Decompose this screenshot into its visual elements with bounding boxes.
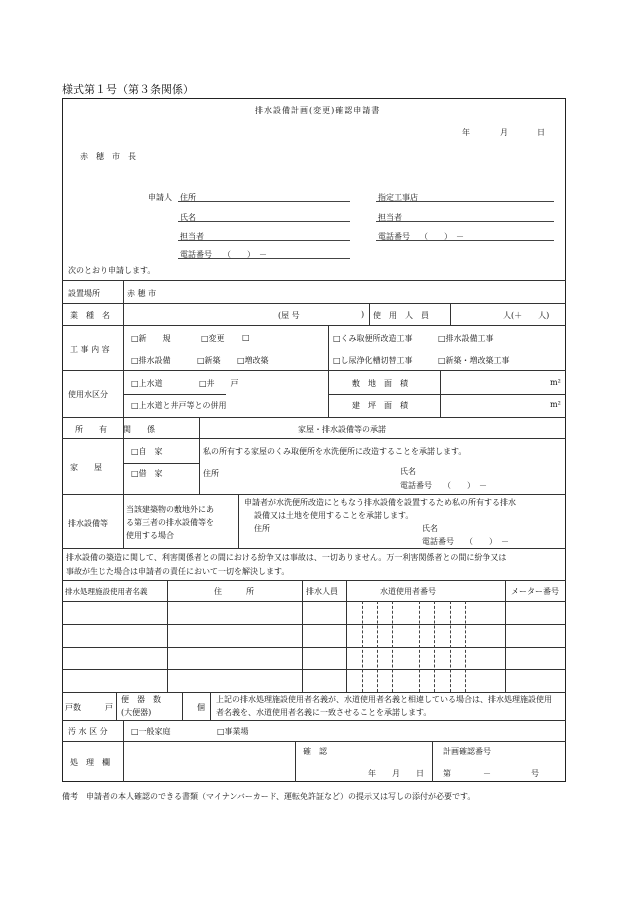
work-option-other[interactable]: □ [242,333,250,342]
work-option-toilet-conversion[interactable]: □くみ取便所改造工事 [333,334,413,343]
applicant-contact-label: 担当者 [180,232,204,241]
work-option-drainage-work[interactable]: □排水設備工事 [438,334,494,343]
location-label: 設置場所 [68,289,100,298]
col-meter-number: メーター番号 [511,587,559,596]
confirm-date: 年 月 日 [368,769,424,778]
contractor-field[interactable] [376,201,554,202]
work-option-extension[interactable]: □増改築 [237,356,269,365]
house-owner-phone-format: （ ） － [443,481,487,490]
house-address-label: 住所 [203,469,219,478]
work-option-change[interactable]: □変更 [201,334,225,343]
sewage-option-household[interactable]: □一般家庭 [131,727,171,736]
contractor-contact-field[interactable] [376,221,554,222]
fixtures-sub-label: (大便器) [121,708,152,717]
applicant-phone-format: （ ） － [223,250,267,259]
water-option-well[interactable]: □井 戸 [199,379,239,388]
col-address: 住 所 [214,587,254,596]
contractor-contact-label: 担当者 [378,213,402,222]
col-user-name: 排水処理施設使用者名義 [65,587,148,596]
applicant-address-label: 住所 [180,193,196,202]
drainage-condition-line2: る第三者の排水設備等を [126,518,214,527]
col-users-count: 排水人員 [306,587,338,596]
applicant-contact-field[interactable] [178,240,350,241]
house-label: 家 屋 [70,463,102,472]
disclaimer-line1: 排水設備の築造に関して、利害関係者との間における紛争又は事故は、一切ありません。万一利害関係者との間に紛争又は [66,553,507,562]
shop-name-close: ) [361,310,365,319]
sewage-option-business[interactable]: □事業場 [217,727,249,736]
users-label: 使 用 人 員 [373,311,429,320]
form-number: 様式第１号（第３条関係） [62,83,194,96]
plan-number-label: 計画確認番号 [443,747,491,756]
applicant-heading: 申請人 [148,193,172,202]
users-unit: 人(＋ 人) [503,311,550,320]
floor-area-label: 建 坪 面 積 [352,401,408,410]
name-consent-line2: 者名義を、水道使用者名義に一致させることを承諾します。 [216,708,432,717]
water-label: 使用水区分 [68,390,108,399]
drainage-consent-line2: 設備又は土地を使用することを承諾します。 [254,511,414,520]
applicant-name-label: 氏名 [180,213,196,222]
disclaimer-line2: 事故が生じた場合は申請者の責任において一切を解決します。 [66,567,290,576]
households-label: 戸数 戸 [65,703,113,712]
work-option-drainage[interactable]: □排水設備 [131,356,171,365]
plan-number-format: 第 － 号 [443,769,539,778]
contractor-phone-field[interactable] [376,240,554,241]
house-owner-phone-label: 電話番号 [400,481,432,490]
applicant-phone-field[interactable] [178,258,350,259]
applicant-address-field[interactable] [178,201,350,202]
site-area-unit: m² [550,378,561,387]
confirm-label: 確 認 [303,747,327,756]
intro-text: 次のとおり申請します。 [68,266,156,275]
drainage-owner-name-label: 氏名 [422,524,438,533]
col-water-number: 水道使用者番号 [380,587,436,596]
work-label: 工 事 内 容 [70,345,110,354]
house-rent-option[interactable]: □借 家 [131,469,163,478]
form-title: 排水設備計画(変更)確認申請書 [255,106,381,115]
drainage-label: 排水設備等 [68,519,108,528]
work-option-new-extension[interactable]: □新築・増改築工事 [438,356,510,365]
contractor-phone-format: （ ） － [420,232,464,241]
fixtures-label: 便 器 数 [121,695,161,704]
house-own-option[interactable]: □自 家 [131,447,163,456]
footer-note: 備考 申請者の本人確認のできる書類（マイナンバーカード、運転免許証など）の提示又は写しの添付が必要です。 [62,792,476,801]
date-year: 年 [462,128,470,137]
house-consent-statement: 私の所有する家屋のくみ取便所を水洗便所に改造することを承諾します。 [203,447,467,456]
work-option-septic-switch[interactable]: □し尿浄化槽切替工事 [333,356,413,365]
floor-area-unit: m² [550,400,561,409]
date-month: 月 [500,128,508,137]
contractor-label: 指定工事店 [378,193,418,202]
drainage-consent-line1: 申請者が水洗便所改造にともなう排水設備を設置するため私の所有する排水 [244,498,516,507]
work-option-new[interactable]: □新 規 [131,334,171,343]
water-option-public[interactable]: □上水道 [131,379,163,388]
location-value: 赤 穂 市 [127,289,157,298]
sewage-label: 汚 水 区 分 [68,727,108,736]
business-label: 業 種 名 [70,311,110,320]
house-owner-name-label: 氏名 [400,467,416,476]
drainage-condition-line3: 使用する場合 [126,531,174,540]
date-day: 日 [537,128,545,137]
table-row[interactable] [63,648,565,668]
site-area-label: 敷 地 面 積 [352,379,408,388]
table-row[interactable] [63,670,565,691]
table-row[interactable] [63,602,565,623]
water-option-combined[interactable]: □上水道と井戸等との併用 [131,401,227,410]
applicant-name-field[interactable] [178,221,350,222]
drainage-owner-address-label: 住所 [254,524,270,533]
drainage-owner-phone-format: （ ） － [465,537,509,546]
applicant-phone-label: 電話番号 [180,250,212,259]
table-row[interactable] [63,625,565,646]
processing-label: 処 理 欄 [70,758,110,767]
drainage-owner-phone-label: 電話番号 [422,537,454,546]
drainage-condition-line1: 当該建築物の敷地外にあ [126,505,214,514]
ownership-label: 所 有 関 係 [75,425,155,434]
addressee: 赤 穂 市 長 [80,152,136,161]
contractor-phone-label: 電話番号 [378,232,410,241]
work-option-new-build[interactable]: □新築 [197,356,221,365]
name-consent-line1: 上記の排水処理施設使用者名義が、水道使用者名義と相違している場合は、排水処理施設使用 [216,695,552,704]
approval-title: 家屋・排水設備等の承諾 [298,425,386,434]
fixtures-unit: 個 [197,703,205,712]
shop-name-open: (屋 号 [278,311,300,320]
